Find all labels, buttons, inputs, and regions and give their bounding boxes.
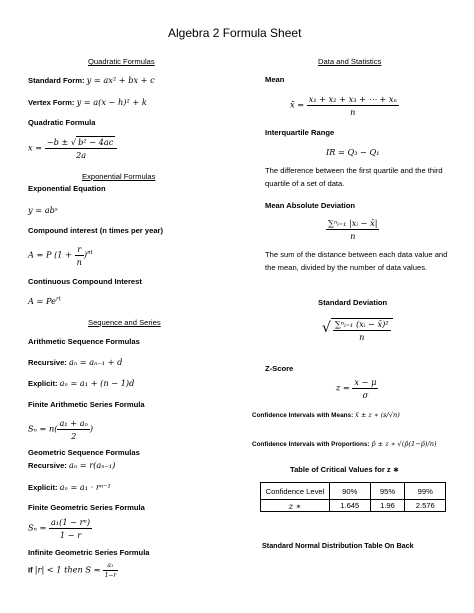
vertex-form-eq: y = a(x − h)² + k	[76, 97, 147, 107]
geo-seq-label: Geometric Sequence Formulas	[28, 448, 140, 457]
table-row	[261, 500, 446, 512]
mean-eq	[290, 94, 399, 117]
ci-prop-label: Confidence Intervals with Proportions:	[252, 441, 370, 448]
compound-label: Compound interest (n times per year)	[28, 226, 164, 235]
table-cell: Confidence Level	[261, 483, 330, 500]
arith-seq-label: Arithmetic Sequence Formulas	[28, 337, 140, 346]
continuous-label: Continuous Compound Interest	[28, 277, 142, 286]
finite-geo-lhs: Sₙ =	[28, 522, 47, 533]
arith-explicit-eq: aₙ = a₁ + (n − 1)d	[59, 378, 135, 388]
finite-arith-eq: Sₙ = n( $\frac{\text{a₁ + aₙ}}{2}$ )	[28, 418, 94, 441]
compound-eq	[28, 244, 93, 267]
compound-open: (1 +	[54, 249, 72, 260]
geo-recursive-label: Recursive:	[28, 461, 67, 470]
data-stats-header: Data and Statistics	[318, 57, 382, 66]
iqr-description: The difference between the first quartile and the third quartile of a set of data.	[265, 166, 443, 188]
exponential-eq: y = abˣ	[28, 205, 58, 215]
critical-table-title: Table of Critical Values for z ∗	[290, 465, 400, 474]
sd-eq: √ $\frac{\text{∑ⁿᵢ₌₁ (xᵢ − x̄)²}}{n}$	[322, 318, 393, 342]
mad-fraction	[326, 218, 379, 241]
compound-exp: nt	[87, 249, 93, 256]
sd-fraction	[331, 318, 393, 342]
continuous-eq-base: A = Pe	[28, 296, 56, 306]
geo-explicit	[28, 482, 111, 492]
finite-geo-eq	[28, 517, 92, 540]
continuous-exp: rt	[55, 296, 61, 303]
zscore-eq	[336, 377, 378, 400]
infinite-geo-if: If	[28, 565, 33, 575]
mad-label: Mean Absolute Deviation	[265, 201, 356, 210]
z-den: σ	[362, 390, 369, 400]
infinite-geo-fraction	[103, 562, 119, 579]
table-cell: z ∗	[261, 500, 330, 512]
ci-prop-expr: p̂ ± z ∗ √(p̂(1−p̂)/n)	[371, 440, 437, 448]
table-cell: 99%	[405, 483, 446, 500]
quadratic-fraction: $\frac{\text{−b ± √ b² − 4ac}}{2a}$	[45, 137, 118, 160]
vertex-form	[28, 97, 147, 107]
continuous-eq	[28, 296, 61, 306]
page-title: Algebra 2 Formula Sheet	[168, 26, 302, 40]
finite-arith-lhs: Sₙ = n	[28, 423, 55, 434]
exponential-header: Exponential Formulas	[82, 172, 156, 181]
finite-geo-den: 1 − r	[59, 530, 82, 540]
quadratic-den: 2a	[75, 150, 87, 160]
quadratic-num-b: b² − 4ac	[78, 137, 114, 147]
mean-fraction	[307, 94, 399, 117]
arith-recursive-eq: aₙ = aₙ₋₁ + d	[68, 357, 123, 367]
mad-num: ∑ⁿᵢ₌₁ |xᵢ − x̄|	[328, 218, 378, 228]
compound-close: )	[83, 249, 88, 260]
standard-form-label: Standard Form:	[28, 76, 85, 85]
mad-eq	[326, 218, 379, 241]
compound-frac-num: r	[75, 244, 84, 256]
infinite-geo-num: a₁	[103, 562, 119, 571]
vertex-form-label: Vertex Form:	[28, 98, 75, 107]
iqr-label: Interquartile Range	[265, 128, 335, 137]
arith-recursive	[28, 357, 122, 367]
table-cell: 1.645	[330, 500, 371, 512]
table-cell: 2.576	[405, 500, 446, 512]
ci-means-expr: x̄ ± z ∗ (s/√n)	[355, 411, 400, 419]
finite-geo-fraction	[49, 517, 92, 540]
sequence-header: Sequence and Series	[88, 318, 161, 327]
table-cell: 1.96	[370, 500, 405, 512]
geo-recursive-eq: aₙ = r(aₙ₋₁)	[68, 460, 116, 470]
footer-note: Standard Normal Distribution Table On Back	[262, 541, 414, 550]
arith-explicit	[28, 378, 134, 388]
compound-a: A = P	[28, 249, 52, 260]
table-cell: 95%	[370, 483, 405, 500]
arith-explicit-label: Explicit:	[28, 379, 58, 388]
critical-values-table	[260, 482, 446, 512]
compound-fraction	[75, 244, 84, 267]
quadratic-x: x =	[28, 142, 43, 153]
ci-proportions	[252, 440, 437, 448]
finite-arith-label: Finite Arithmetic Series Formula	[28, 400, 145, 409]
infinite-geo-label: Infinite Geometric Series Formula	[28, 548, 150, 557]
standard-form	[28, 75, 155, 85]
zscore-label: Z-Score	[265, 364, 294, 373]
geo-explicit-label: Explicit:	[28, 483, 58, 492]
finite-arith-fraction	[57, 418, 89, 441]
infinite-geo-eq	[28, 562, 118, 579]
quadratic-formula	[28, 137, 117, 160]
exponential-eq-label: Exponential Equation	[28, 184, 106, 193]
mean-lhs: x̄ =	[290, 99, 305, 110]
mean-num: x₁ + x₂ + x₃ + ⋯ + xₙ	[308, 94, 397, 104]
iqr-eq: IR = Q₃ − Q₁	[326, 147, 380, 157]
mean-den: n	[350, 107, 356, 117]
ci-means-label: Confidence Intervals with Means:	[252, 412, 354, 419]
geo-recursive	[28, 460, 115, 470]
infinite-geo-cond: |r| < 1 then S =	[34, 564, 101, 575]
quadratic-header: Quadratic Formulas	[88, 57, 155, 66]
table-cell: 90%	[330, 483, 371, 500]
quadratic-num-a: −b ±	[46, 137, 71, 147]
finite-geo-num: a₁(1 − rⁿ)	[51, 517, 91, 527]
geo-explicit-eq: aₙ = a₁ · rⁿ⁻¹	[59, 482, 111, 492]
mad-den: n	[350, 231, 356, 241]
sd-num: ∑ⁿᵢ₌₁ (xᵢ − x̄)²	[334, 319, 389, 329]
z-lhs: z =	[336, 382, 350, 393]
finite-geo-label: Finite Geometric Series Formula	[28, 503, 145, 512]
mean-label: Mean	[265, 75, 285, 84]
ci-means	[252, 411, 400, 419]
sd-label: Standard Deviation	[318, 298, 388, 307]
arith-recursive-label: Recursive:	[28, 358, 67, 367]
quadratic-formula-label: Quadratic Formula	[28, 118, 96, 127]
sd-den: n	[359, 332, 365, 342]
finite-arith-den: 2	[71, 431, 77, 441]
finite-arith-num: a₁ + aₙ	[59, 418, 88, 428]
table-row	[261, 483, 446, 500]
compound-frac-den: n	[76, 257, 82, 267]
mad-description: The sum of the distance between each data value and the mean, divided by the number of data values.	[265, 250, 448, 272]
z-num: x − μ	[354, 377, 377, 387]
standard-form-eq: y = ax² + bx + c	[86, 75, 155, 85]
infinite-geo-den: 1−r	[104, 572, 117, 579]
z-fraction	[352, 377, 378, 400]
